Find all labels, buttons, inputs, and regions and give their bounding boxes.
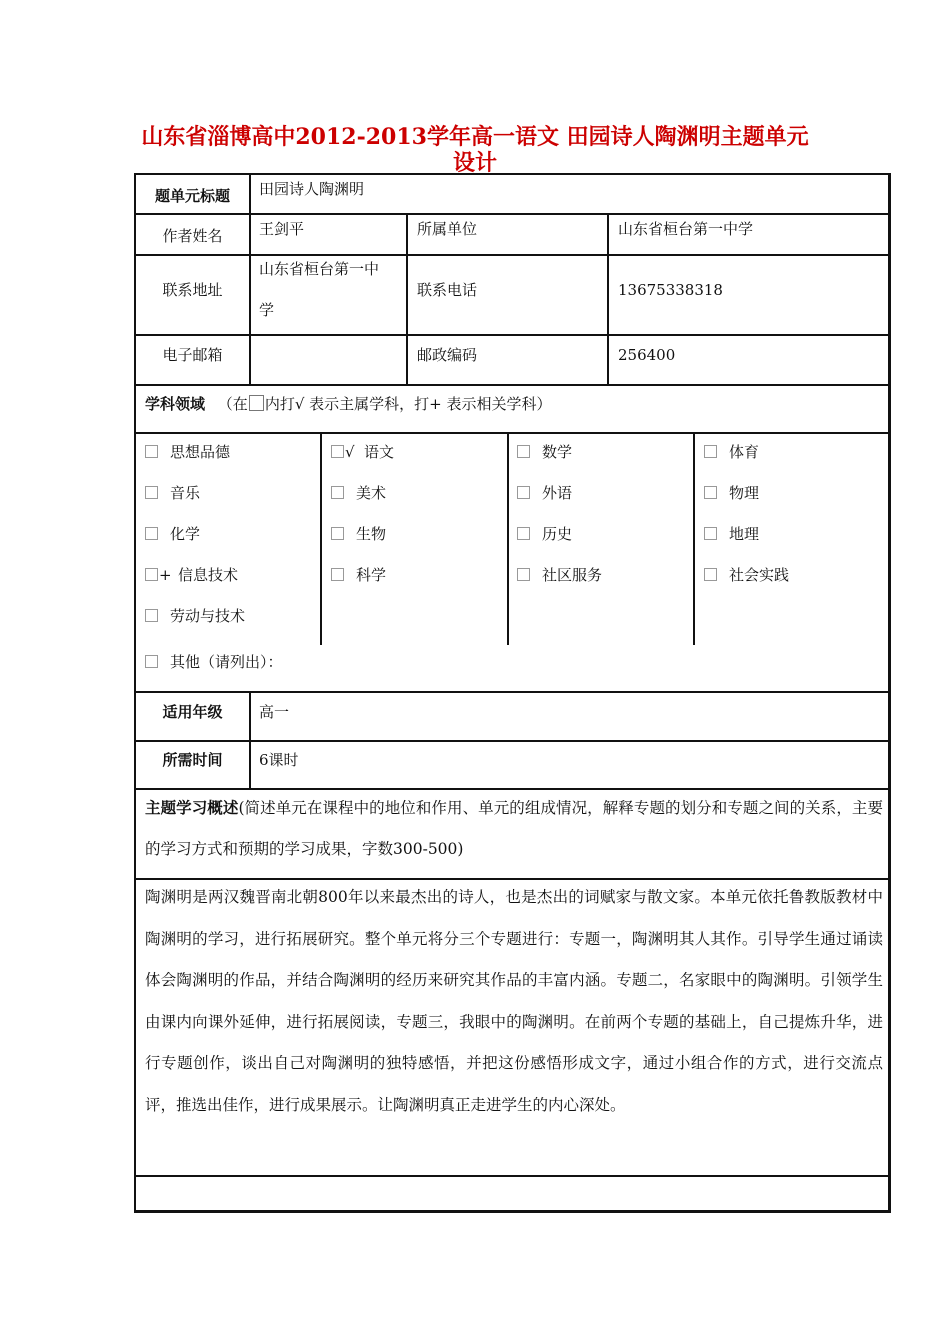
subject-label: 社会实践 — [729, 566, 790, 584]
checkbox-icon[interactable] — [145, 527, 158, 540]
subject-label: 美术 — [356, 484, 387, 502]
row-divider — [134, 334, 891, 336]
checkbox-icon[interactable] — [704, 486, 717, 499]
row-divider — [134, 432, 891, 434]
subject-label: 外语 — [542, 484, 573, 502]
checkbox-icon[interactable] — [145, 486, 158, 499]
subject-mark: √ — [345, 443, 355, 461]
checkbox-icon[interactable] — [331, 486, 344, 499]
checkbox-icon[interactable] — [145, 445, 158, 458]
address-value-line1: 山东省桓台第一中 — [259, 260, 380, 278]
row-divider — [134, 254, 891, 256]
subject-label: 劳动与技术 — [170, 607, 246, 625]
subject-area-label: 学科领域 — [145, 395, 206, 413]
overview-body: 陶渊明是两汉魏晋南北朝800年以来最杰出的诗人，也是杰出的词赋家与散文家。本单元依托鲁教版教材中陶渊明的学习，进行拓展研究。整个单元将分三个专题进行：专题一，陶渊明其人其作。引导学生通过诵读体会陶渊明的作品，并结合陶渊明的经历来研究其作品的丰富内涵。专题二，名家眼中的陶渊明。引领学生由课内向课外延伸，进行拓展阅读，专题三，我眼中的陶渊明。在前两个专题的基础上，自己提炼升华，进行专题创作，谈出自己对陶渊明的独特感悟，并把这份感悟形成文字，通过小组合作的方式，进行交流点评，推选出佳作，进行成果展示。让陶渊明真正走进学生的内心深处。 — [145, 888, 883, 1114]
time-label: 所需时间 — [162, 751, 223, 769]
subject-area-header — [145, 394, 551, 414]
checkbox-other-icon[interactable] — [145, 655, 158, 668]
subject-label: 信息技术 — [178, 566, 239, 584]
document-title-line1: 山东省淄博高中2012-2013学年高一语文 田园诗人陶渊明主题单元 — [141, 124, 809, 150]
unit-title-value: 田园诗人陶渊明 — [259, 180, 365, 198]
checkbox-icon[interactable] — [517, 527, 530, 540]
zip-label: 邮政编码 — [417, 346, 478, 364]
checkbox-icon[interactable] — [704, 445, 717, 458]
checkbox-icon[interactable] — [517, 568, 530, 581]
checkbox-icon[interactable] — [517, 486, 530, 499]
phone-value: 13675338318 — [618, 281, 723, 299]
subject-area-hint-suffix: 内打√ 表示主属学科，打+ 表示相关学科） — [264, 395, 552, 413]
subject-label: 思想品德 — [170, 443, 231, 461]
column-divider — [507, 432, 509, 645]
subject-label: 物理 — [729, 484, 760, 502]
checkbox-icon[interactable] — [704, 527, 717, 540]
row-divider — [134, 213, 891, 215]
column-divider — [249, 691, 251, 789]
row-divider — [134, 1175, 891, 1177]
checkbox-icon[interactable] — [331, 527, 344, 540]
row-divider — [134, 384, 891, 386]
checkbox-icon[interactable] — [331, 445, 344, 458]
subject-label: 社区服务 — [542, 566, 603, 584]
subject-label: 体育 — [729, 443, 760, 461]
phone-label: 联系电话 — [417, 281, 478, 299]
org-value: 山东省桓台第一中学 — [618, 220, 754, 238]
author-label: 作者姓名 — [162, 227, 223, 245]
row-divider — [134, 740, 891, 742]
email-label: 电子邮箱 — [162, 346, 223, 364]
author-value: 王剑平 — [259, 220, 305, 238]
column-divider — [406, 213, 408, 385]
org-label: 所属单位 — [417, 220, 478, 238]
subject-label: 生物 — [356, 525, 387, 543]
overview-heading — [145, 787, 883, 870]
grade-value: 高一 — [259, 703, 290, 721]
grade-label: 适用年级 — [162, 703, 223, 721]
unit-title-label: 题单元标题 — [154, 187, 230, 205]
zip-value: 256400 — [618, 346, 676, 364]
subject-label: 化学 — [170, 525, 201, 543]
hint-checkbox-icon — [249, 395, 264, 411]
checkbox-icon[interactable] — [331, 568, 344, 581]
checkbox-icon[interactable] — [517, 445, 530, 458]
document-title-line2: 设计 — [452, 150, 497, 176]
address-value-line2: 学 — [259, 301, 275, 319]
subject-label: 科学 — [356, 566, 387, 584]
subject-mark: + — [159, 566, 172, 584]
address-label: 联系地址 — [162, 281, 223, 299]
column-divider — [320, 432, 322, 645]
row-divider — [134, 691, 891, 693]
subject-other-label: 其他（请列出）： — [170, 653, 283, 671]
subject-label: 历史 — [542, 525, 573, 543]
column-divider — [607, 213, 609, 385]
time-value: 6课时 — [259, 751, 299, 769]
checkbox-icon[interactable] — [704, 568, 717, 581]
subject-label: 音乐 — [170, 484, 201, 502]
overview-label: 主题学习概述 — [145, 798, 239, 817]
subject-label: 语文 — [364, 443, 395, 461]
subject-label: 数学 — [542, 443, 573, 461]
subject-area-hint-prefix: （在 — [217, 395, 248, 413]
checkbox-icon[interactable] — [145, 609, 158, 622]
column-divider — [693, 432, 695, 645]
checkbox-icon[interactable] — [145, 568, 158, 581]
subject-label: 地理 — [729, 525, 760, 543]
overview-hint: (简述单元在课程中的地位和作用、单元的组成情况，解释专题的划分和专题之间的关系，主要的学习方式和预期的学习成果，字数300-500) — [145, 799, 883, 858]
column-divider — [249, 173, 251, 385]
